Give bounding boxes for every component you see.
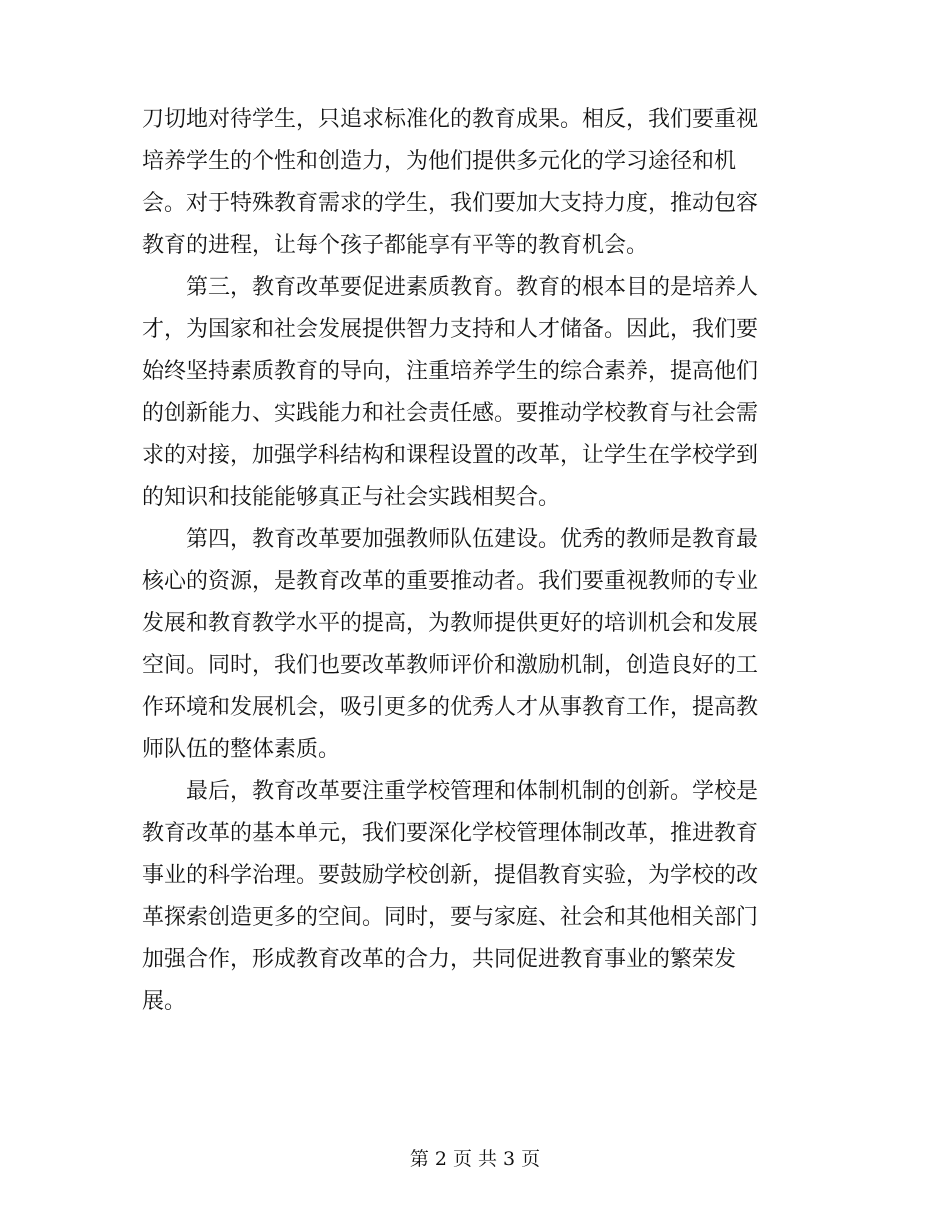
paragraph-line: 第三，教育改革要促进素质教育。教育的根本目的是培养人 [186, 275, 759, 300]
paragraph-line: 会。对于特殊教育需求的学生，我们要加大支持力度，推动包容 [142, 191, 759, 216]
paragraph-line: 求的对接，加强学科结构和课程设置的改革，让学生在学校学到 [142, 443, 759, 468]
paragraph-line: 刀切地对待学生，只追求标准化的教育成果。相反，我们要重视 [142, 107, 759, 132]
paragraph-line: 的知识和技能能够真正与社会实践相契合。 [142, 485, 561, 510]
paragraph-line: 加强合作，形成教育改革的合力，共同促进教育事业的繁荣发 [142, 947, 737, 972]
paragraph-line: 展。 [142, 989, 187, 1014]
page-number-footer: 第 2 页 共 3 页 [409, 1148, 541, 1170]
paragraph-line: 发展和教育教学水平的提高，为教师提供更好的培训机会和发展 [142, 611, 759, 636]
paragraph-line: 的创新能力、实践能力和社会责任感。要推动学校教育与社会需 [142, 401, 759, 426]
paragraph-line: 作环境和发展机会，吸引更多的优秀人才从事教育工作，提高教 [142, 695, 759, 720]
paragraph-line: 始终坚持素质教育的导向，注重培养学生的综合素养，提高他们 [142, 359, 759, 384]
paragraph-line: 最后，教育改革要注重学校管理和体制机制的创新。学校是 [186, 779, 759, 804]
paragraph-line: 革探索创造更多的空间。同时，要与家庭、社会和其他相关部门 [142, 905, 759, 930]
paragraph-line: 师队伍的整体素质。 [142, 737, 341, 762]
paragraph-line: 培养学生的个性和创造力，为他们提供多元化的学习途径和机 [142, 149, 737, 174]
paragraph-line: 空间。同时，我们也要改革教师评价和激励机制，创造良好的工 [142, 653, 759, 678]
paragraph-line: 教育的进程，让每个孩子都能享有平等的教育机会。 [142, 233, 649, 258]
paragraph-line: 核心的资源，是教育改革的重要推动者。我们要重视教师的专业 [142, 569, 759, 594]
paragraph-line: 第四，教育改革要加强教师队伍建设。优秀的教师是教育最 [186, 527, 759, 552]
paragraph-line: 教育改革的基本单元，我们要深化学校管理体制改革，推进教育 [142, 821, 759, 846]
paragraph-line: 事业的科学治理。要鼓励学校创新，提倡教育实验，为学校的改 [142, 863, 759, 888]
paragraph-line: 才，为国家和社会发展提供智力支持和人才储备。因此，我们要 [142, 317, 759, 342]
